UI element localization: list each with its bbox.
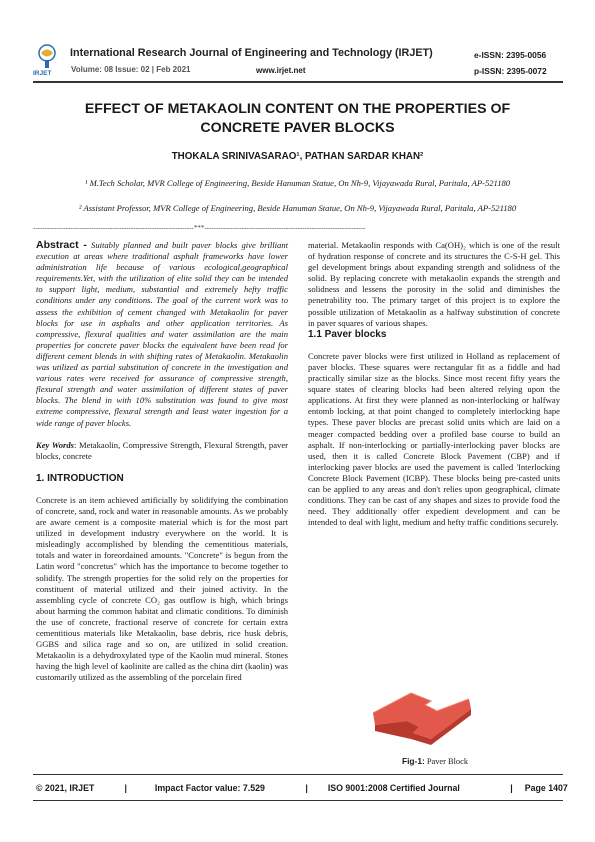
footer-impact-factor: Impact Factor value: 7.529: [154, 783, 265, 793]
header-rule: [33, 81, 563, 83]
irjet-logo-icon: [36, 44, 58, 70]
intro-heading: 1. INTRODUCTION: [36, 472, 124, 484]
keywords-text: : Metakaolin, Compressive Strength, Flexural Strength, paver blocks, concrete: [36, 439, 289, 461]
paver-block-image: [365, 683, 475, 750]
abstract-label: Abstract -: [36, 239, 87, 251]
footer-separator: |: [305, 783, 308, 793]
separator-line: ---------------------------------------------------------------------***---------------------------------------------------------------------: [33, 224, 366, 232]
e-issn: e-ISSN: 2395-0056: [474, 50, 547, 60]
abstract-text: Suitably planned and built paver blocks give brilliant execution at areas where traditional asphalt frameworks have lower administration life because of various ecological,geographical requirements.Yet, with the utilization of elite solid they can be intended to support light, medium, substantial and extremely hefty traffic conditions under any conditions. The goal of the current work was to assess the exhibition of cement changed with Metakaolin for paver blocks for use in asphalts and other application territories. As compressive, flexural qualities and water assimilation are the main properties for concrete paver blocks the equivalent have been read for different cement blends in with shifting rates of Metakaolin. Metakaolin was utilized as partial substitution of concrete in the investigation and various rates were received for assurance of compressive strength, flexural strength and water assimilation of different states of paver blocks. The blend in with 10% substitution was found to give most extreme compressive, flexural strength and least water ingestion for a wide range of paver blocks.: [36, 240, 289, 428]
footer: [36, 783, 568, 793]
footer-page-number: Page 1407: [524, 783, 568, 793]
figure-label: Fig-1:: [401, 756, 425, 766]
authors: THOKALA SRINIVASARAO¹, PATHAN SARDAR KHAN²: [171, 151, 424, 162]
footer-rule-bottom: [33, 800, 563, 801]
right-column: [308, 240, 560, 528]
footer-separator: |: [510, 783, 513, 793]
logo-text: IRJET: [33, 70, 52, 77]
intro-paragraph: Concrete is an item achieved artificially by solidifying the combination of concrete, sand, rock and water in reasonable amounts. As we probably are aware cement is a composite material which is for the most part utilized in development industry everywhere on the world. It is misleadingly accomplished by blending the cementitious materials, totals and water in foreordained amounts. "Concrete" is begun from the Latin word "concretus" which has the importance to become together to solidify. The strength properties for the solid rely on the properties for constituent of material utilized and their joined activity. In the assembling cycle of concrete CO₂ gas outflow is high, which brings about harming the common habitat and climatic conditions. To diminish the use of concrete, fractional reserve of concrete for certain extra cementitious materials like Metakaolin, base debris, rice husk debris, GGBS and silica rage and so on, are utilized in solid creation. Metakaolin is a dehydroxylated type of the Kaolin mud mineral. Stones having the high level of kaolinite are called as the china dirt (kaolin) was customarily utilized as the assembling of the porcelain fired: [36, 494, 288, 683]
title-line-2: CONCRETE PAVER BLOCKS: [200, 120, 395, 136]
affiliation-2: ² Assistant Professor, MVR College of Engineering, Beside Hanuman Statue, On Nh-9, Vijayawada Rural, Paritala, AP-521180: [78, 203, 517, 213]
keywords: [36, 440, 288, 462]
footer-iso: ISO 9001:2008 Certified Journal: [327, 783, 460, 793]
title-line-1: EFFECT OF METAKAOLIN CONTENT ON THE PROPERTIES OF: [84, 101, 511, 117]
left-column: [36, 240, 288, 683]
paver-heading: 1.1 Paver blocks: [308, 328, 387, 340]
keywords-label: Key Words: [36, 439, 75, 450]
intro-continuation: material. Metakaolin responds with Ca(OH)₂ which is one of the result of hydration response of concrete and its structures the C-S-H gel. This gel development brings about expanding strength and solidness of the solid. By replacing concrete with metakaolin expands the strength and solidness and lessens the porosity in the solid and diminishes the penetrability too. The primary target of this project is to explore the possible utilization of Metakaolin as a halfway substitution of concrete in paver squares of various shapes.: [308, 240, 560, 328]
volume-issue: Volume: 08 Issue: 02 | Feb 2021: [71, 65, 191, 74]
paver-paragraph: Concrete paver blocks were first utilized in Holland as replacement of paver blocks. These squares were rectangular fit as a fiddle and had practically similar size as the blocks. Since most recent fifty years the square states of clearing blocks had been altered relying upon the applications. At first they were planned as non-interlocking or halfway entomb locking, at that point changed to completely interlocking hape types. These paver blocks are precast solid units which are laid on a meager compacted bedding over a profiled base course to build an asphalt. If non-interlocking or partially-interlocking paver blocks are used, then it is called Concrete Block Pavement (CBP) and if interlocking paver blocks are used the pavement is called 'Interlocking Concrete Block Pavement (ICBP). These blocks being pre-casted units can be applied to any areas and don't relies upon geographical, climate conditions. They can be cast of any shapes and sizes to provide food the need. They additionally offer expedient development and can be intended to deal with light, medium and hefty traffic conditions securely.: [308, 350, 560, 528]
paper-title: [40, 100, 555, 138]
p-issn: p-ISSN: 2395-0072: [474, 66, 547, 76]
figure-caption-text: Paver Block: [424, 757, 469, 766]
footer-rule-top: [33, 774, 563, 775]
journal-title: International Research Journal of Engineering and Technology (IRJET): [70, 47, 433, 59]
figure-caption: [310, 756, 560, 766]
abstract: [36, 240, 288, 429]
footer-copyright: © 2021, IRJET: [36, 783, 95, 793]
footer-separator: |: [124, 783, 127, 793]
affiliation-1: ¹ M.Tech Scholar, MVR College of Engineering, Beside Hanuman Statue, On Nh-9, Vijayawada Rural, Paritala, AP-521180: [84, 178, 511, 188]
website-link[interactable]: www.irjet.net: [256, 66, 306, 75]
